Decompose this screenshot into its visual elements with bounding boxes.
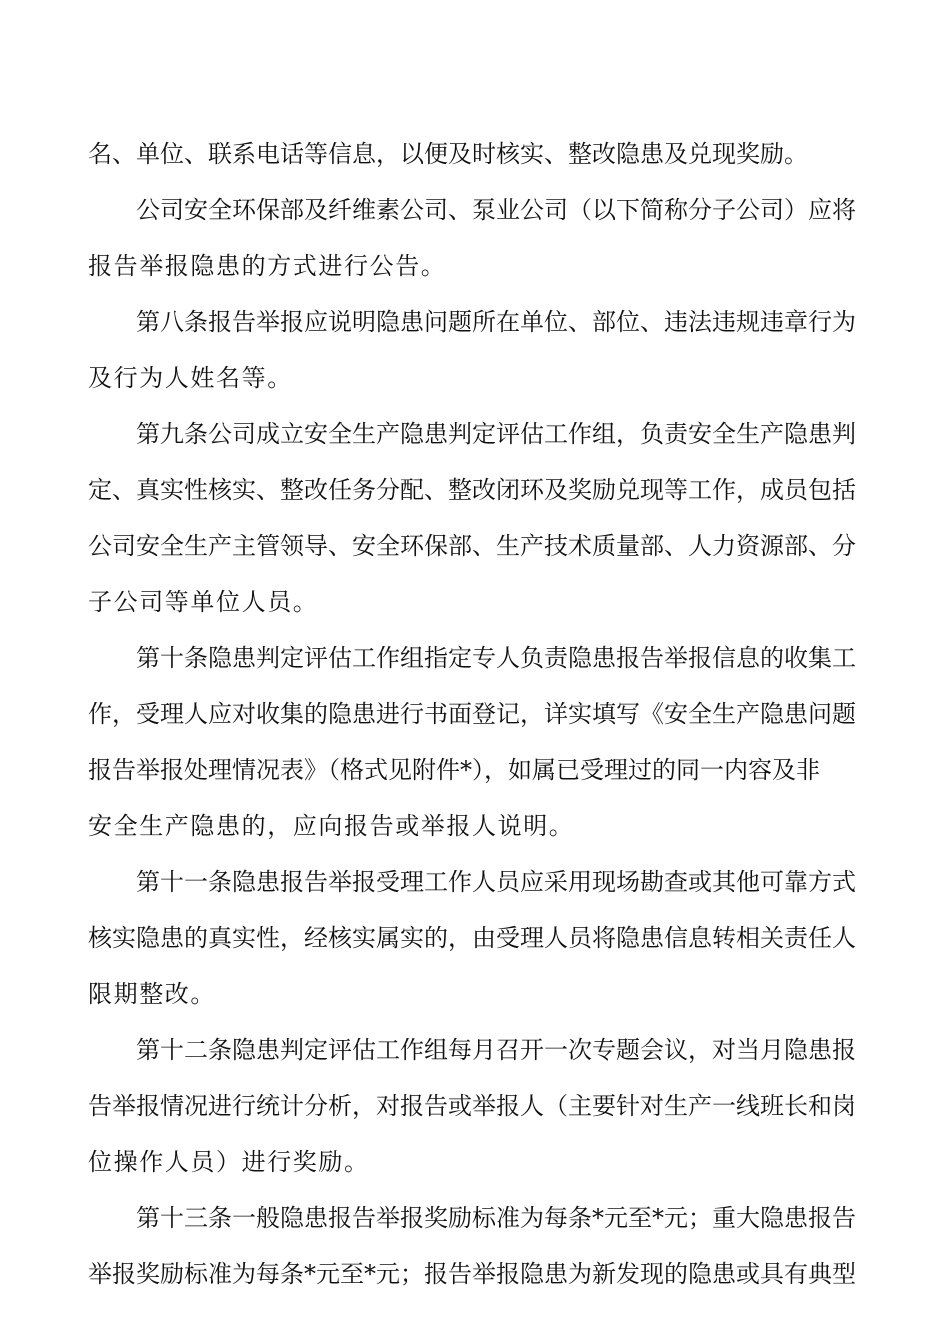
text-line: 子公司等单位人员。 xyxy=(88,588,319,616)
text-line: 第九条公司成立安全生产隐患判定评估工作组，负责安全生产隐患判 xyxy=(136,420,856,448)
text-line: 第十三条一般隐患报告举报奖励标准为每条*元至*元；重大隐患报告 xyxy=(136,1204,856,1232)
text-line: 及行为人姓名等。 xyxy=(88,364,293,392)
text-line: 名、单位、联系电话等信息，以便及时核实、整改隐患及兑现奖励。 xyxy=(88,140,808,168)
text-line: 安全生产隐患的，应向报告或举报人说明。 xyxy=(88,812,575,840)
text-line: 位操作人员）进行奖励。 xyxy=(88,1148,370,1176)
text-line: 限期整改。 xyxy=(88,980,216,1008)
text-line: 举报奖励标准为每条*元至*元；报告举报隐患为新发现的隐患或具有典型 xyxy=(88,1260,856,1288)
text-line: 第十一条隐患报告举报受理工作人员应采用现场勘查或其他可靠方式 xyxy=(136,868,856,896)
document-body xyxy=(88,126,862,1302)
text-line: 作，受理人应对收集的隐患进行书面登记，详实填写《安全生产隐患问题 xyxy=(88,700,856,728)
text-line: 核实隐患的真实性，经核实属实的，由受理人员将隐患信息转相关责任人 xyxy=(88,924,856,952)
text-line: 第八条报告举报应说明隐患问题所在单位、部位、违法违规违章行为 xyxy=(136,308,856,336)
text-line: 定、真实性核实、整改任务分配、整改闭环及奖励兑现等工作，成员包括 xyxy=(88,476,856,504)
text-line: 公司安全生产主管领导、安全环保部、生产技术质量部、人力资源部、分 xyxy=(88,532,856,560)
text-line: 第十条隐患判定评估工作组指定专人负责隐患报告举报信息的收集工 xyxy=(136,644,856,672)
text-line: 告举报情况进行统计分析，对报告或举报人（主要针对生产一线班长和岗 xyxy=(88,1092,856,1120)
text-line: 报告举报处理情况表》（格式见附件*），如属已受理过的同一内容及非 xyxy=(88,756,820,784)
text-line: 报告举报隐患的方式进行公告。 xyxy=(88,252,447,280)
text-line: 公司安全环保部及纤维素公司、泵业公司（以下简称分子公司）应将 xyxy=(136,196,856,224)
text-line: 第十二条隐患判定评估工作组每月召开一次专题会议，对当月隐患报 xyxy=(136,1036,856,1064)
